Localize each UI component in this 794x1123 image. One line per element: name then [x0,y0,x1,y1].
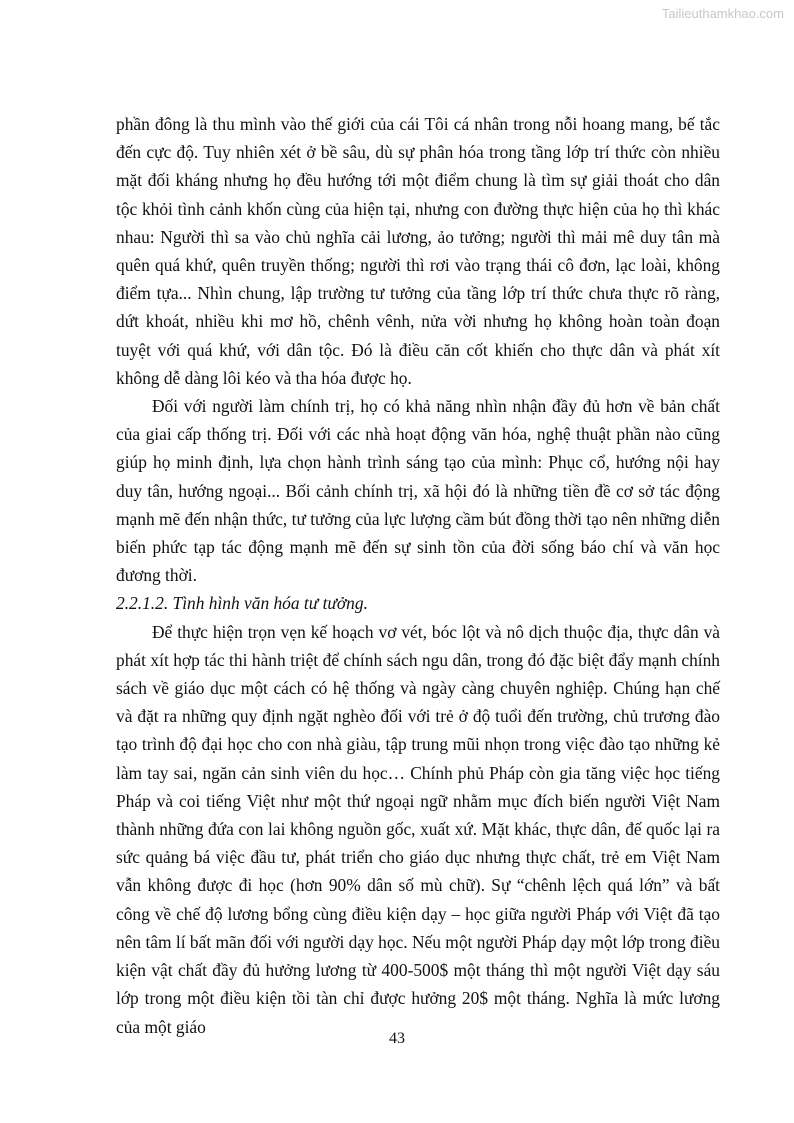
paragraph: Để thực hiện trọn vẹn kế hoạch vơ vét, bóc lột và nô dịch thuộc địa, thực dân và phát xít hợp tác thi hành triệt để chính sách ngu dân, trong đó đặc biệt đẩy mạnh chính sách về giáo dục một cách có hệ thống và ngày càng chuyên nghiệp. Chúng hạn chế và đặt ra những quy định ngặt nghèo đối với trẻ ở độ tuổi đến trường, chủ trương đào tạo trình độ đại học cho con nhà giàu, tập trung mũi nhọn trong việc đào tạo những kẻ làm tay sai, ngăn cản sinh viên du học… Chính phủ Pháp còn gia tăng việc học tiếng Pháp và coi tiếng Việt như một thứ ngoại ngữ nhằm mục đích biến người Việt Nam thành những đứa con lai không nguồn gốc, xuất xứ. Mặt khác, thực dân, đế quốc lại ra sức quảng bá việc đầu tư, phát triển cho giáo dục nhưng thực chất, trẻ em Việt Nam vẫn không được đi học (hơn 90% dân số mù chữ). Sự “chênh lệch quá lớn” và bất công về chế độ lương bổng cùng điều kiện dạy – học giữa người Pháp với Việt đã tạo nên tâm lí bất mãn đối với người dạy học. Nếu một người Pháp dạy một lớp trong điều kiện vật chất đầy đủ hưởng lương từ 400-500$ một tháng thì một người Việt dạy sáu lớp trong một điều kiện tồi tàn chỉ được hưởng 20$ một tháng. Nghĩa là mức lương của một giáo [116,621,720,1037]
watermark: Tailieuthamkhao.com [661,6,784,21]
paragraph: Đối với người làm chính trị, họ có khả năng nhìn nhận đầy đủ hơn về bản chất của giai cấp thống trị. Đối với các nhà hoạt động văn hóa, nghệ thuật phần nào cũng giúp họ minh định, lựa chọn hành trình sáng tạo của mình: Phục cổ, hướng nội hay duy tân, hướng ngoại... Bối cảnh chính trị, xã hội đó là những tiền đề cơ sở tác động mạnh mẽ đến nhận thức, tư tưởng của lực lượng cầm bút đồng thời tạo nên những diễn biến phức tạp tác động mạnh mẽ đến sự sinh tồn của đời sống báo chí và văn học đương thời. [116,396,720,586]
paragraph-continued: phần đông là thu mình vào thế giới của cái Tôi cá nhân trong nỗi hoang mang, bế tắc đến cực độ. Tuy nhiên xét ở bề sâu, dù sự phân hóa trong tầng lớp trí thức còn nhiều mặt đối kháng nhưng họ đều hướng tới một điểm chung là tìm sự giải thoát cho dân tộc khỏi tình cảnh khốn cùng của hiện tại, nhưng con đường thực hiện của họ thì khác nhau: Người thì sa vào chủ nghĩa cải lương, ảo tưởng; người thì mải mê duy tân mà quên quá khứ, quên truyền thống; người thì rơi vào trạng thái cô đơn, lạc loài, không điểm tựa... Nhìn chung, lập trường tư tưởng của tầng lớp trí thức chưa thực rõ ràng, dứt khoát, nhiều khi mơ hồ, chênh vênh, nửa vời nhưng họ không hoàn toàn đoạn tuyệt với quá khứ, với dân tộc. Đó là điều căn cốt khiến cho thực dân và phát xít không dễ dàng lôi kéo và tha hóa được họ. [116,114,720,388]
page-number: 43 [389,1030,405,1047]
document-body [116,110,720,1041]
section-heading: 2.2.1.2. Tình hình văn hóa tư tưởng. [116,593,368,614]
